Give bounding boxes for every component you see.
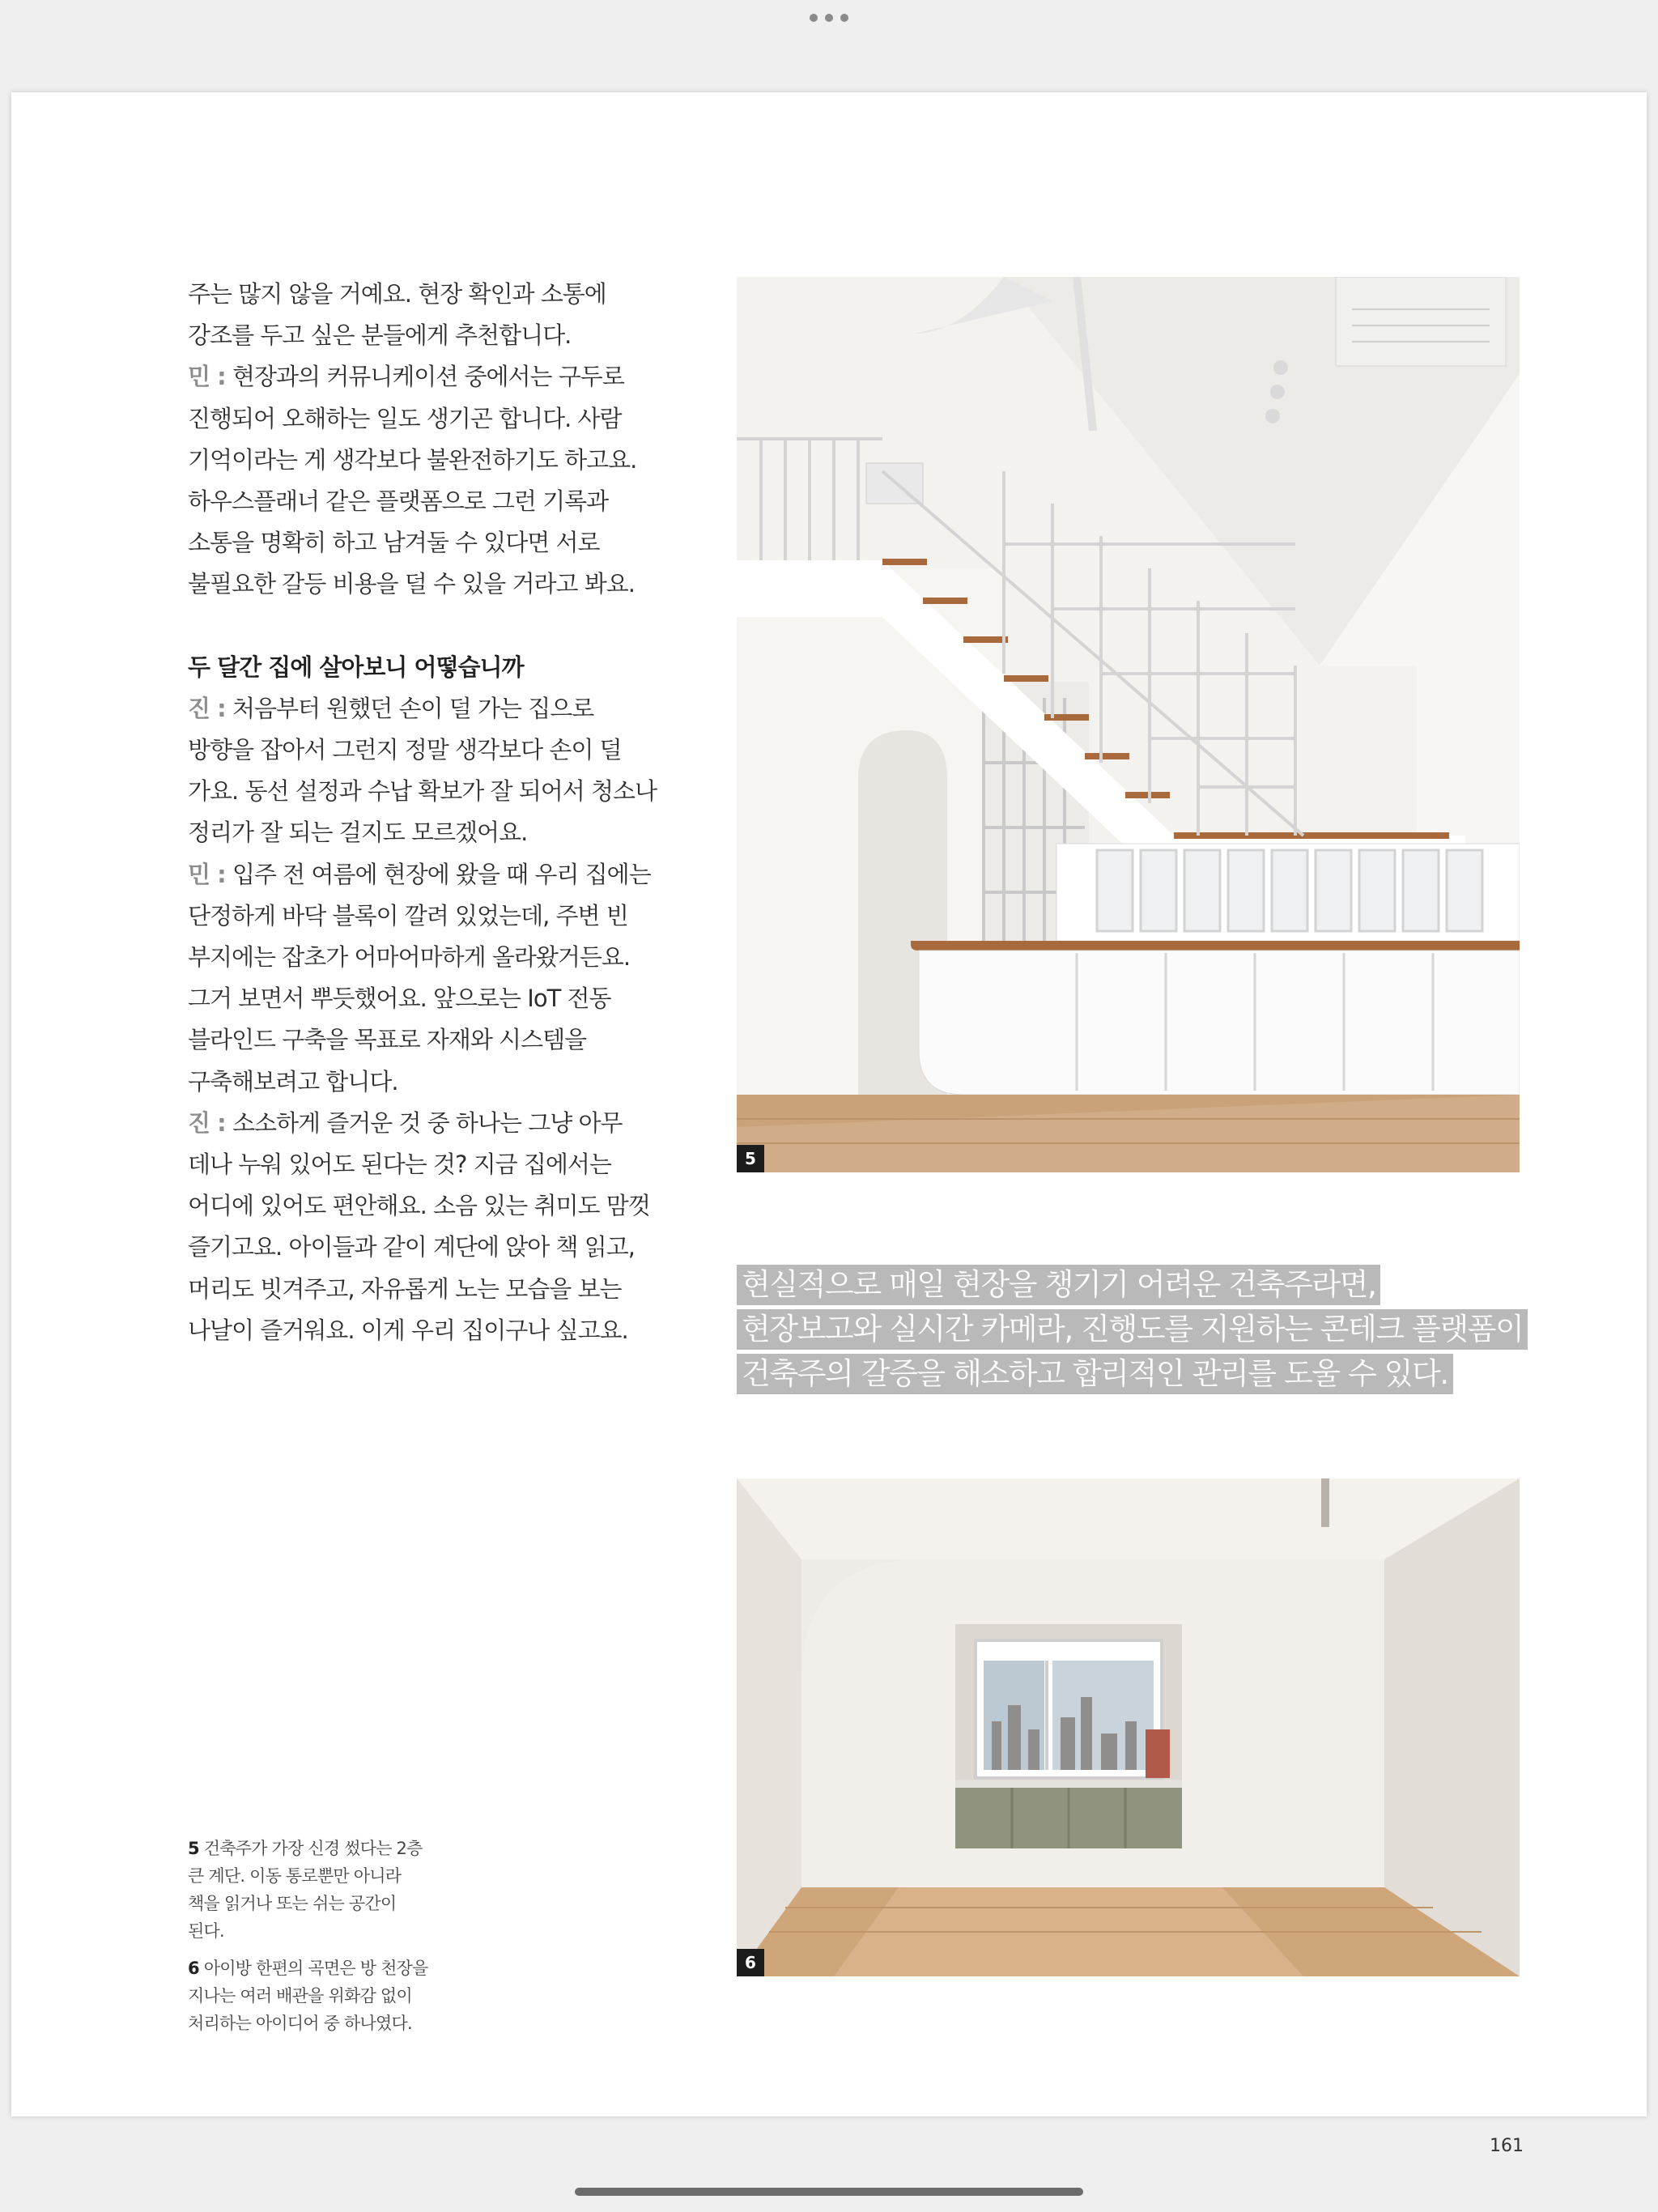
paragraph: 민 : 입주 전 여름에 현장에 왔을 때 우리 집에는 단정하게 바닥 블록이 깔려 있었는데, 주변 빈 부지에는 잡초가 어마어마하게 올라왔거든요. 그거 보면서 뿌듯했어요. 앞으로는 IoT 전동 블라인드 구축을 목표로 자재와 시스템을 구축해보려고 합니다. — [188, 860, 651, 1095]
article-body — [188, 274, 665, 1351]
speaker-label: 민 : — [188, 363, 226, 391]
photo-kids-room — [737, 1478, 1520, 1976]
photo-captions — [188, 1835, 431, 2047]
room-illustration — [737, 1478, 1520, 1976]
paragraph: 민 : 현장과의 커뮤니케이션 중에서는 구두로 진행되어 오해하는 일도 생기곤 합니다. 사람 기억이라는 게 생각보다 불완전하기도 하고요. 하우스플래너 같은 플랫폼으로 그런 기록과 소통을 명확히 하고 남겨둘 수 있다면 서로 불필요한 갈등 비용을 덜 수 있을 거라고 봐요. — [188, 363, 637, 598]
section-heading: 두 달간 집에 살아보니 어떻습니까 — [188, 653, 524, 681]
pull-quote-line: 현장보고와 실시간 카메라, 진행도를 지원하는 콘테크 플랫폼이 — [737, 1309, 1528, 1350]
caption: 6 아이방 한편의 곡면은 방 천장을 지나는 여러 배관을 위화감 없이 처리하는 아이디어 중 하나였다. — [188, 1959, 428, 2033]
caption-number: 5 — [188, 1839, 199, 1858]
photo-number-badge: 5 — [737, 1145, 764, 1172]
pull-quote-line: 현실적으로 매일 현장을 챙기기 어려운 건축주라면, — [737, 1265, 1380, 1305]
dot-icon — [810, 14, 818, 22]
speaker-label: 민 : — [188, 860, 226, 888]
dot-icon — [840, 14, 848, 22]
photo-number-badge: 6 — [737, 1949, 764, 1976]
caption-number: 6 — [188, 1959, 199, 1978]
speaker-label: 진 : — [188, 1108, 226, 1137]
dot-icon — [825, 14, 833, 22]
photo-staircase — [737, 277, 1520, 1172]
paragraph: 진 : 처음부터 원했던 손이 덜 가는 집으로 방향을 잡아서 그런지 정말 생각보다 손이 덜 가요. 동선 설정과 수납 확보가 잘 되어서 청소나 정리가 잘 되는 걸지도 모르겠어요. — [188, 694, 657, 847]
page-number: 161 — [1490, 2136, 1524, 2156]
page-options-dots[interactable] — [810, 13, 848, 23]
paragraph: 진 : 소소하게 즐거운 것 중 하나는 그냥 아무 데나 누워 있어도 된다는 것? 지금 집에서는 어디에 있어도 편안해요. 소음 있는 취미도 맘껏 즐기고요. 아이들과 같이 계단에 앉아 책 읽고, 머리도 빗겨주고, 자유롭게 노는 모습을 보는 나날이 즐거워요. 이게 우리 집이구나 싶고요. — [188, 1108, 650, 1344]
speaker-label: 진 : — [188, 694, 226, 722]
paragraph: 주는 많지 않을 거예요. 현장 확인과 소통에 강조를 두고 싶은 분들에게 추천합니다. — [188, 280, 606, 350]
home-indicator[interactable] — [575, 2188, 1083, 2196]
pull-quote-line: 건축주의 갈증을 해소하고 합리적인 관리를 도울 수 있다. — [737, 1354, 1453, 1394]
magazine-page — [11, 92, 1647, 2156]
staircase-illustration — [737, 277, 1520, 1172]
pull-quote — [737, 1265, 1546, 1398]
caption: 5 건축주가 가장 신경 썼다는 2층 큰 계단. 이동 통로뿐만 아니라 책을 읽거나 또는 쉬는 공간이 된다. — [188, 1839, 423, 1941]
